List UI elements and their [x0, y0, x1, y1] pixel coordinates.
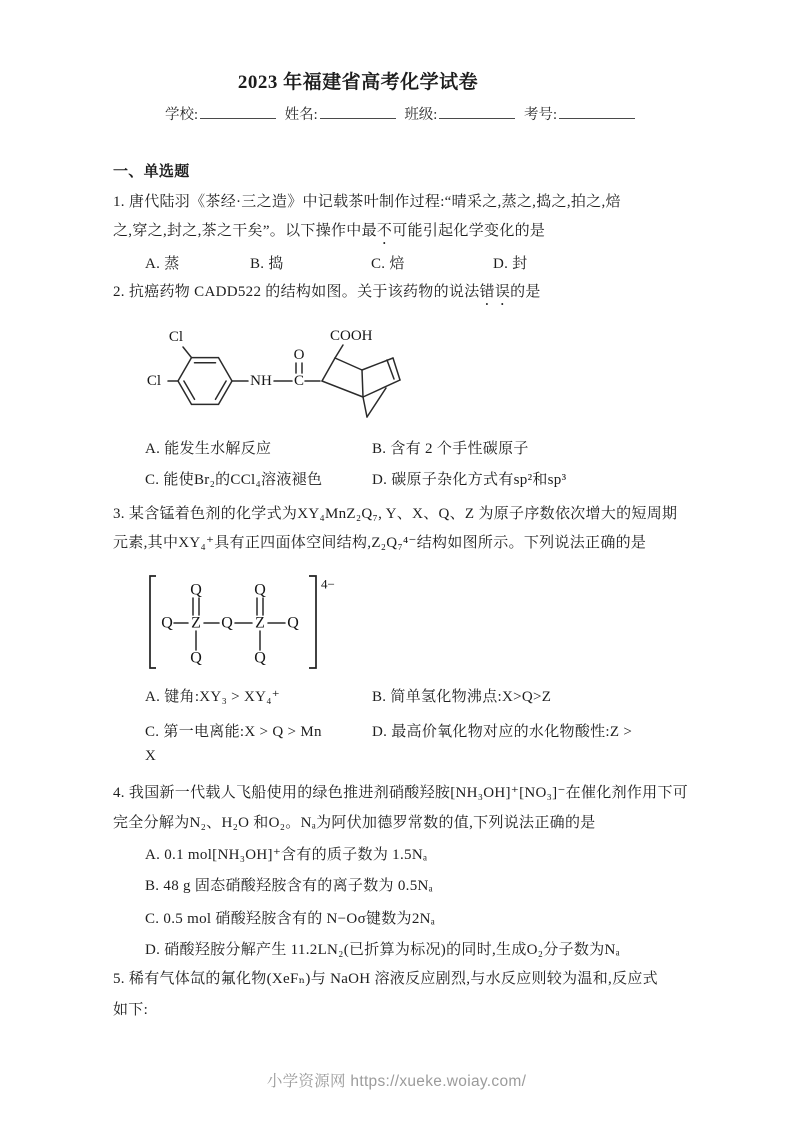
carbonyl-c-label: C [293, 373, 305, 389]
q-atom-label: Q [221, 614, 233, 632]
exam-no-blank-field [559, 105, 635, 119]
q3-option-b: B. 简单氢化物沸点:X>Q>Z [372, 689, 552, 705]
q2-options-row2 [0, 469, 793, 491]
q2-option-a: A. 能发生水解反应 [145, 441, 272, 457]
school-label: 学校: [165, 107, 199, 123]
q2-structure-diagram [140, 320, 410, 428]
q1-options-row [0, 253, 793, 275]
left-bracket [150, 576, 156, 668]
student-info-row [165, 103, 640, 124]
q-atom-label: Q [190, 649, 202, 667]
q1-option-d: D. 封 [493, 256, 528, 272]
name-label: 姓名: [284, 107, 318, 123]
q3-options-row1 [0, 686, 793, 708]
q3-line1: 3. 某含锰着色剂的化学式为XY₄MnZ₂Q₇, Y、X、Q、Z 为原子序数依次增大的短周期 [113, 506, 678, 522]
q3-option-d-wrap: X [145, 748, 157, 764]
q2-line1-post: 的是 [510, 284, 541, 300]
q4-line1: 4. 我国新一代载人飞船使用的绿色推进剂硝酸羟胺[NH₃OH]⁺[NO₃]⁻在催化剂作用下可 [113, 785, 689, 801]
chlorine-label-left: Cl [146, 373, 162, 389]
q3-option-c: C. 第一电离能:X > Q > Mn [145, 724, 322, 740]
q1-line2-post: 可能引起化学变化的是 [392, 223, 546, 239]
chlorine-label-top: Cl [168, 329, 184, 345]
q1-line2 [113, 220, 545, 248]
q1-line2-pre: 之,穿之,封之,茶之干矣”。以下操作中最 [113, 223, 377, 239]
q5-line1: 5. 稀有气体氙的氟化物(XeFₙ)与 NaOH 溶液反应剧烈,与水反应则较为温和,反应式 [113, 971, 658, 987]
right-bracket [309, 576, 316, 668]
q2-option-d: D. 碳原子杂化方式有sp²和sp³ [372, 472, 567, 488]
q4-line2: 完全分解为N₂、H₂O 和O₂。Nₐ为阿伏加德罗常数的值,下列说法正确的是 [113, 815, 596, 831]
q3-options-row2 [0, 721, 793, 743]
q5-line2: 如下: [113, 1002, 149, 1018]
q2-line1 [113, 281, 541, 309]
exam-no-label: 考号: [523, 107, 557, 123]
q3-line2: 元素,其中XY₄⁺具有正四面体空间结构,Z₂Q₇⁴⁻结构如图所示。下列说法正确的是 [113, 535, 647, 551]
class-blank-field [439, 105, 515, 119]
q-atom-label: Q [287, 614, 299, 632]
school-blank-field [200, 105, 276, 119]
q2-line1-pre: 2. 抗癌药物 CADD522 的结构如图。关于该药物的说法 [113, 284, 480, 300]
z-atom-label: Z [255, 614, 265, 632]
carbonyl-o-label: O [293, 347, 305, 363]
q4-option-d: D. 硝酸羟胺分解产生 11.2LN₂(已折算为标况)的同时,生成O₂分子数为Nₐ [145, 942, 621, 958]
q1-line1: 1. 唐代陆羽《茶经·三之造》中记载茶叶制作过程:“晴采之,蒸之,捣之,拍之,焙 [113, 194, 621, 210]
q4-option-b: B. 48 g 固态硝酸羟胺含有的离子数为 0.5Nₐ [145, 878, 434, 894]
q2-option-c: C. 能使Br₂的CCl₄溶液褪色 [145, 472, 323, 488]
cooh-label: COOH [330, 328, 373, 344]
q2-line1-emphasis: 错误 [479, 284, 511, 300]
q2-option-b: B. 含有 2 个手性碳原子 [372, 441, 529, 457]
q-atom-label: Q [161, 614, 173, 632]
z-atom-label: Z [191, 614, 201, 632]
name-blank-field [320, 105, 396, 119]
q-atom-label: Q [254, 649, 266, 667]
q4-option-a: A. 0.1 mol[NH₃OH]⁺含有的质子数为 1.5Nₐ [145, 847, 428, 863]
charge-label: 4− [321, 576, 335, 592]
q2-options-row1 [0, 438, 793, 460]
q1-option-c: C. 焙 [371, 256, 405, 272]
q-atom-label: Q [254, 581, 266, 599]
class-label: 班级: [404, 107, 438, 123]
q3-option-d: D. 最高价氧化物对应的水化物酸性:Z > [372, 724, 633, 740]
q3-option-a: A. 键角:XY₃ > XY₄⁺ [145, 689, 280, 705]
benzene-ring [178, 358, 232, 405]
q3-structure-diagram [145, 572, 345, 672]
q-atom-label: Q [190, 581, 202, 599]
q1-option-b: B. 捣 [250, 256, 284, 272]
q4-option-c: C. 0.5 mol 硝酸羟胺含有的 N−Oσ键数为2Nₐ [145, 911, 436, 927]
section-heading: 一、单选题 [113, 164, 190, 180]
q1-option-a: A. 蒸 [145, 256, 180, 272]
page-footer: 小学资源网 https://xueke.woiay.com/ [266, 1073, 527, 1090]
page-title: 2023 年福建省高考化学试卷 [237, 72, 479, 93]
amide-nh-label: NH [250, 373, 272, 389]
q1-line2-emphasis: 不 [376, 223, 393, 239]
